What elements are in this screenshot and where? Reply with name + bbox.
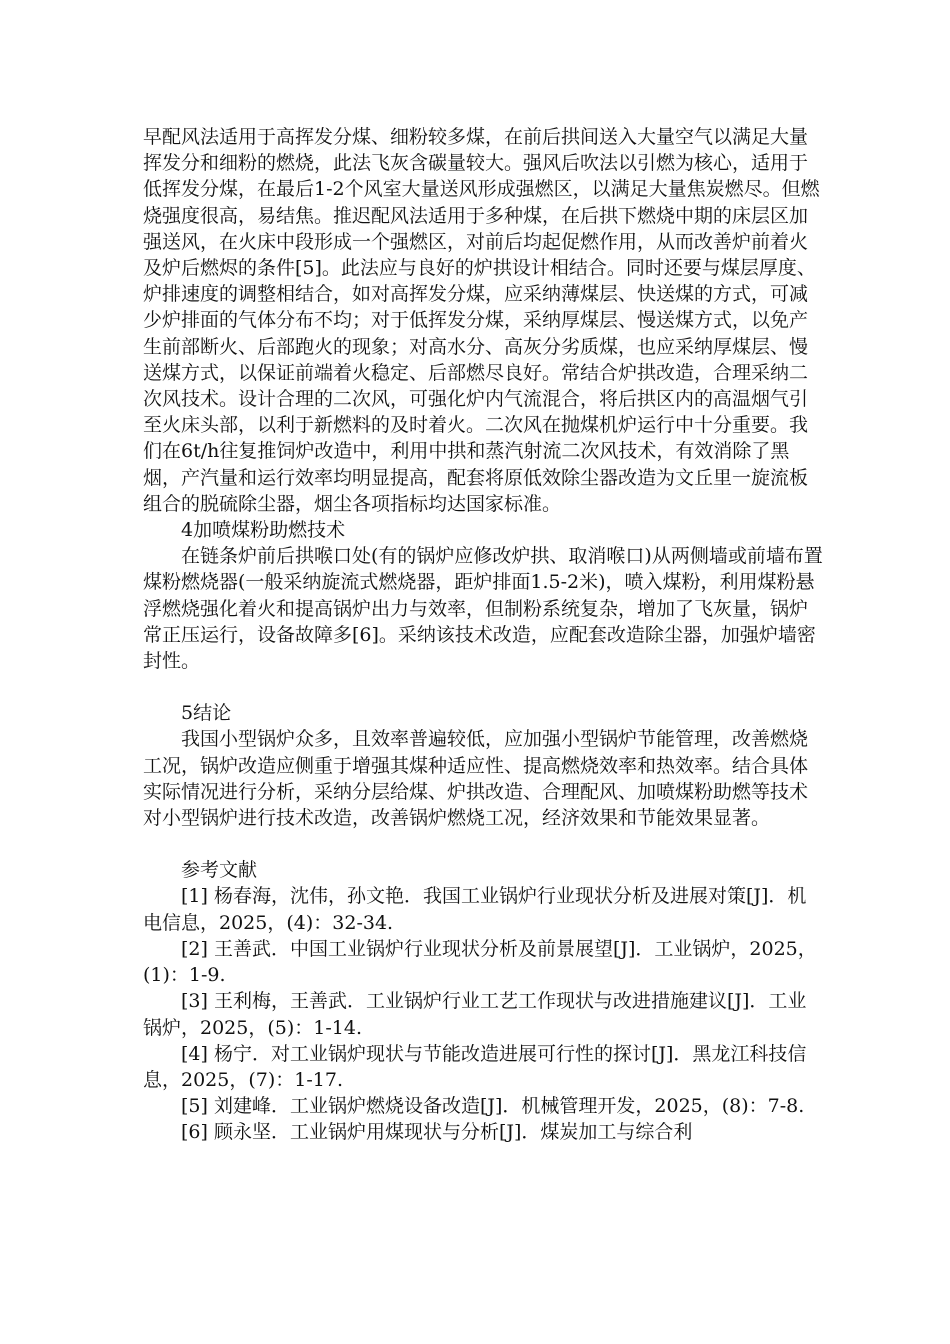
section-heading-5: 5结论 [181,702,232,725]
body-paragraph-3: 我国小型锅炉众多，且效率普遍较低，应加强小型锅炉节能管理，改善燃烧工况，锅炉改造应侧重于增强其煤种适应性、提高燃烧效率和热效率。结合具体实际情况进行分析，采纳分层给煤、炉拱改造、合理配风、加喷煤粉助燃等技术对小型锅炉进行技术改造，改善锅炉燃烧工况，经济效果和节能效果显著。 [143,728,809,830]
reference-item-3: [3] 王利梅，王善武．工业锅炉行业工艺工作现状与改进措施建议[J]．工业锅炉，2025，(5)：1-14. [143,990,807,1039]
reference-item-5: [5] 刘建峰．工业锅炉燃烧设备改造[J]．机械管理开发，2025，(8)：7-8. [181,1095,805,1118]
references-title: 参考文献 [181,859,258,882]
body-paragraph-2: 在链条炉前后拱喉口处(有的锅炉应修改炉拱、取消喉口)从两侧墙或前墙布置煤粉燃烧器(一般采纳旋流式燃烧器，距炉排面1.5-2米)，喷入煤粉，利用煤粉悬浮燃烧强化着火和提高锅炉出力与效率，但制粉系统复杂，增加了飞灰量，锅炉常正压运行，设备故障多[6]。采纳该技术改造，应配套改造除尘器，加强炉墙密封性。 [143,545,823,673]
section-heading-4: 4加喷煤粉助燃技术 [181,519,346,542]
body-paragraph-1: 早配风法适用于高挥发分煤、细粉较多煤，在前后拱间送入大量空气以满足大量挥发分和细粉的燃烧，此法飞灰含碳量较大。强风后吹法以引燃为核心，适用于低挥发分煤，在最后1-2个风室大量送风形成强燃区，以满足大量焦炭燃尽。但燃烧强度很高，易结焦。推迟配风法适用于多种煤，在后拱下燃烧中期的床层区加强送风，在火床中段形成一个强燃区，对前后均起促燃作用，从而改善炉前着火及炉后燃烬的条件[5]。此法应与良好的炉拱设计相结合。同时还要与煤层厚度、炉排速度的调整相结合，如对高挥发分煤，应采纳薄煤层、快送煤的方式，可减少炉排面的气体分布不均；对于低挥发分煤，采纳厚煤层、慢送煤方式，以免产生前部断火、后部跑火的现象；对高水分、高灰分劣质煤，也应采纳厚煤层、慢送煤方式，以保证前端着火稳定、后部燃尽良好。常结合炉拱改造，合理采纳二次风技术。设计合理的二次风，可强化炉内气流混合，将后拱区内的高温烟气引至火床头部，以利于新燃料的及时着火。二次风在抛煤机炉运行中十分重要。我们在6t/h往复推饲炉改造中，利用中拱和蒸汽射流二次风技术，有效消除了黑烟，产汽量和运行效率均明显提高，配套将原低效除尘器改造为文丘里一旋流板组合的脱硫除尘器，烟尘各项指标均达国家标准。 [143,126,820,515]
reference-item-2: [2] 王善武．中国工业锅炉行业现状分析及前景展望[J]．工业锅炉，2025，(1)：1-9. [143,937,817,987]
document-page [143,124,823,1146]
paragraph-gap [143,831,823,857]
reference-item-4: [4] 杨宁．对工业锅炉现状与节能改造进展可行性的探讨[J]．黑龙江科技信息，2025，(7)：1-17. [143,1042,807,1091]
reference-item-6: [6] 顾永坚．工业锅炉用煤现状与分析[J]．煤炭加工与综合利 [181,1121,693,1144]
reference-item-1: [1] 杨春海，沈伟，孙文艳．我国工业锅炉行业现状分析及进展对策[J]．机电信息，2025，(4)：32-34. [143,885,807,934]
paragraph-gap [143,674,823,700]
